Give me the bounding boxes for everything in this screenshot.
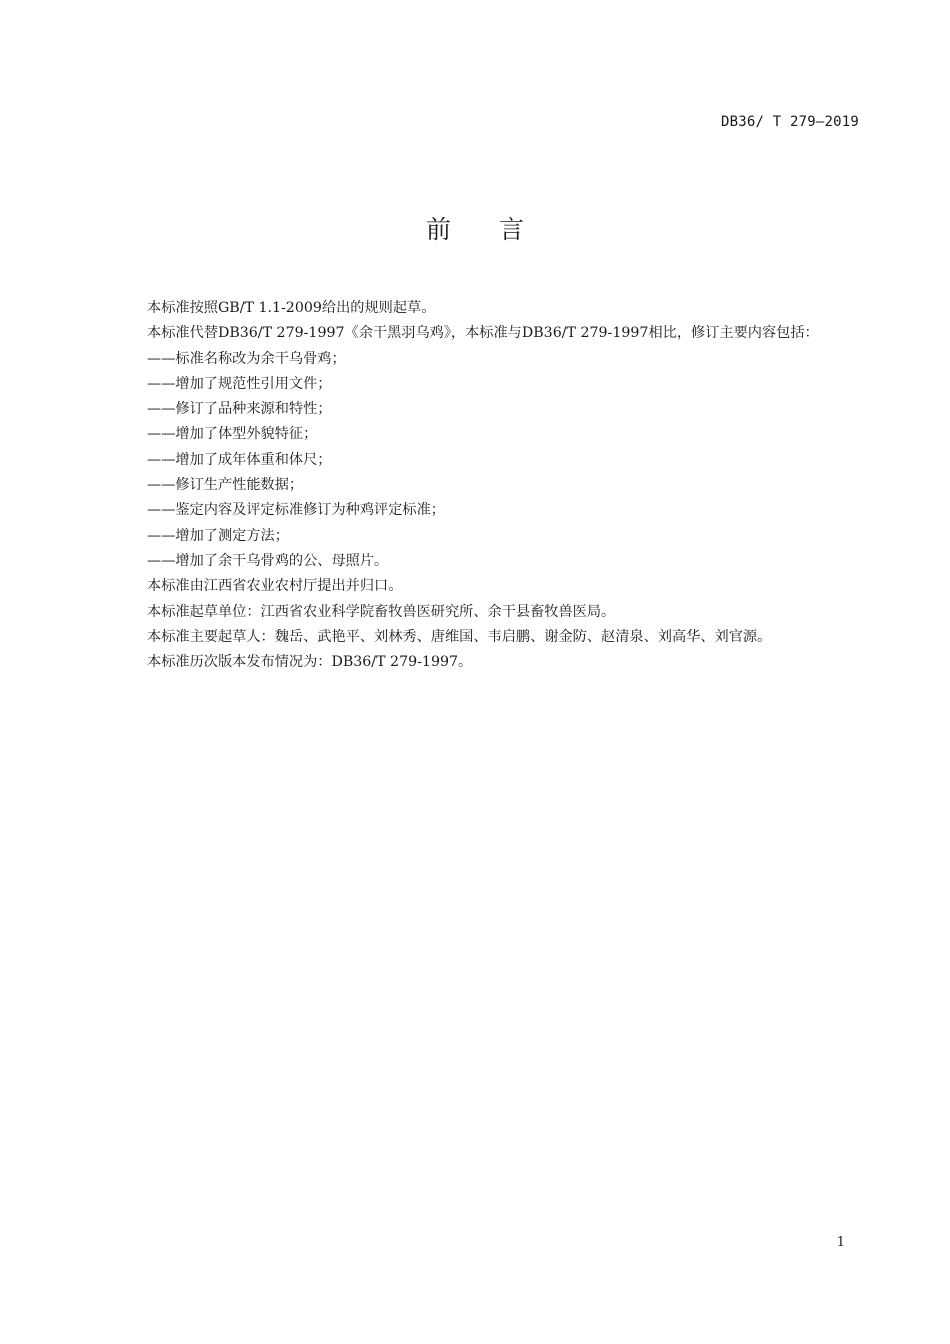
paragraph-version-history: 本标准历次版本发布情况为：DB36/T 279-1997。 bbox=[147, 654, 473, 671]
list-item: ——增加了余干乌骨鸡的公、母照片。 bbox=[147, 552, 389, 569]
changes-list bbox=[113, 347, 861, 575]
page-title: 前言 bbox=[425, 215, 572, 244]
page-number: 1 bbox=[836, 1235, 845, 1250]
list-item: ——修订生产性能数据； bbox=[147, 477, 304, 494]
paragraph-drafters: 本标准主要起草人：魏岳、武艳平、刘林秀、唐维国、韦启鹏、谢金防、赵清泉、刘高华、刘官源。 bbox=[147, 628, 772, 645]
list-item: ——鉴定内容及评定标准修订为种鸡评定标准； bbox=[147, 502, 445, 519]
paragraph-replacement: 本标准代替DB36/T 279-1997《余干黑羽乌鸡》，本标准与DB36/T 279-1997相比，修订主要内容包括： bbox=[147, 325, 819, 342]
list-item: ——增加了测定方法； bbox=[147, 527, 289, 544]
paragraph-proposer: 本标准由江西省农业农村厅提出并归口。 bbox=[147, 578, 403, 595]
paragraph-drafting-units: 本标准起草单位：江西省农业科学院畜牧兽医研究所、余干县畜牧兽医局。 bbox=[147, 603, 616, 620]
paragraph-drafting-rules: 本标准按照GB/T 1.1-2009给出的规则起草。 bbox=[147, 300, 436, 316]
list-item: ——增加了规范性引用文件； bbox=[147, 375, 332, 392]
list-item: ——标准名称改为余干乌骨鸡； bbox=[147, 350, 346, 367]
foreword-body bbox=[113, 296, 861, 675]
document-code: DB36/ T 279—2019 bbox=[720, 114, 859, 130]
list-item: ——增加了成年体重和体尺； bbox=[147, 451, 332, 468]
list-item: ——增加了体型外貌特征； bbox=[147, 426, 318, 443]
list-item: ——修订了品种来源和特性； bbox=[147, 401, 332, 418]
